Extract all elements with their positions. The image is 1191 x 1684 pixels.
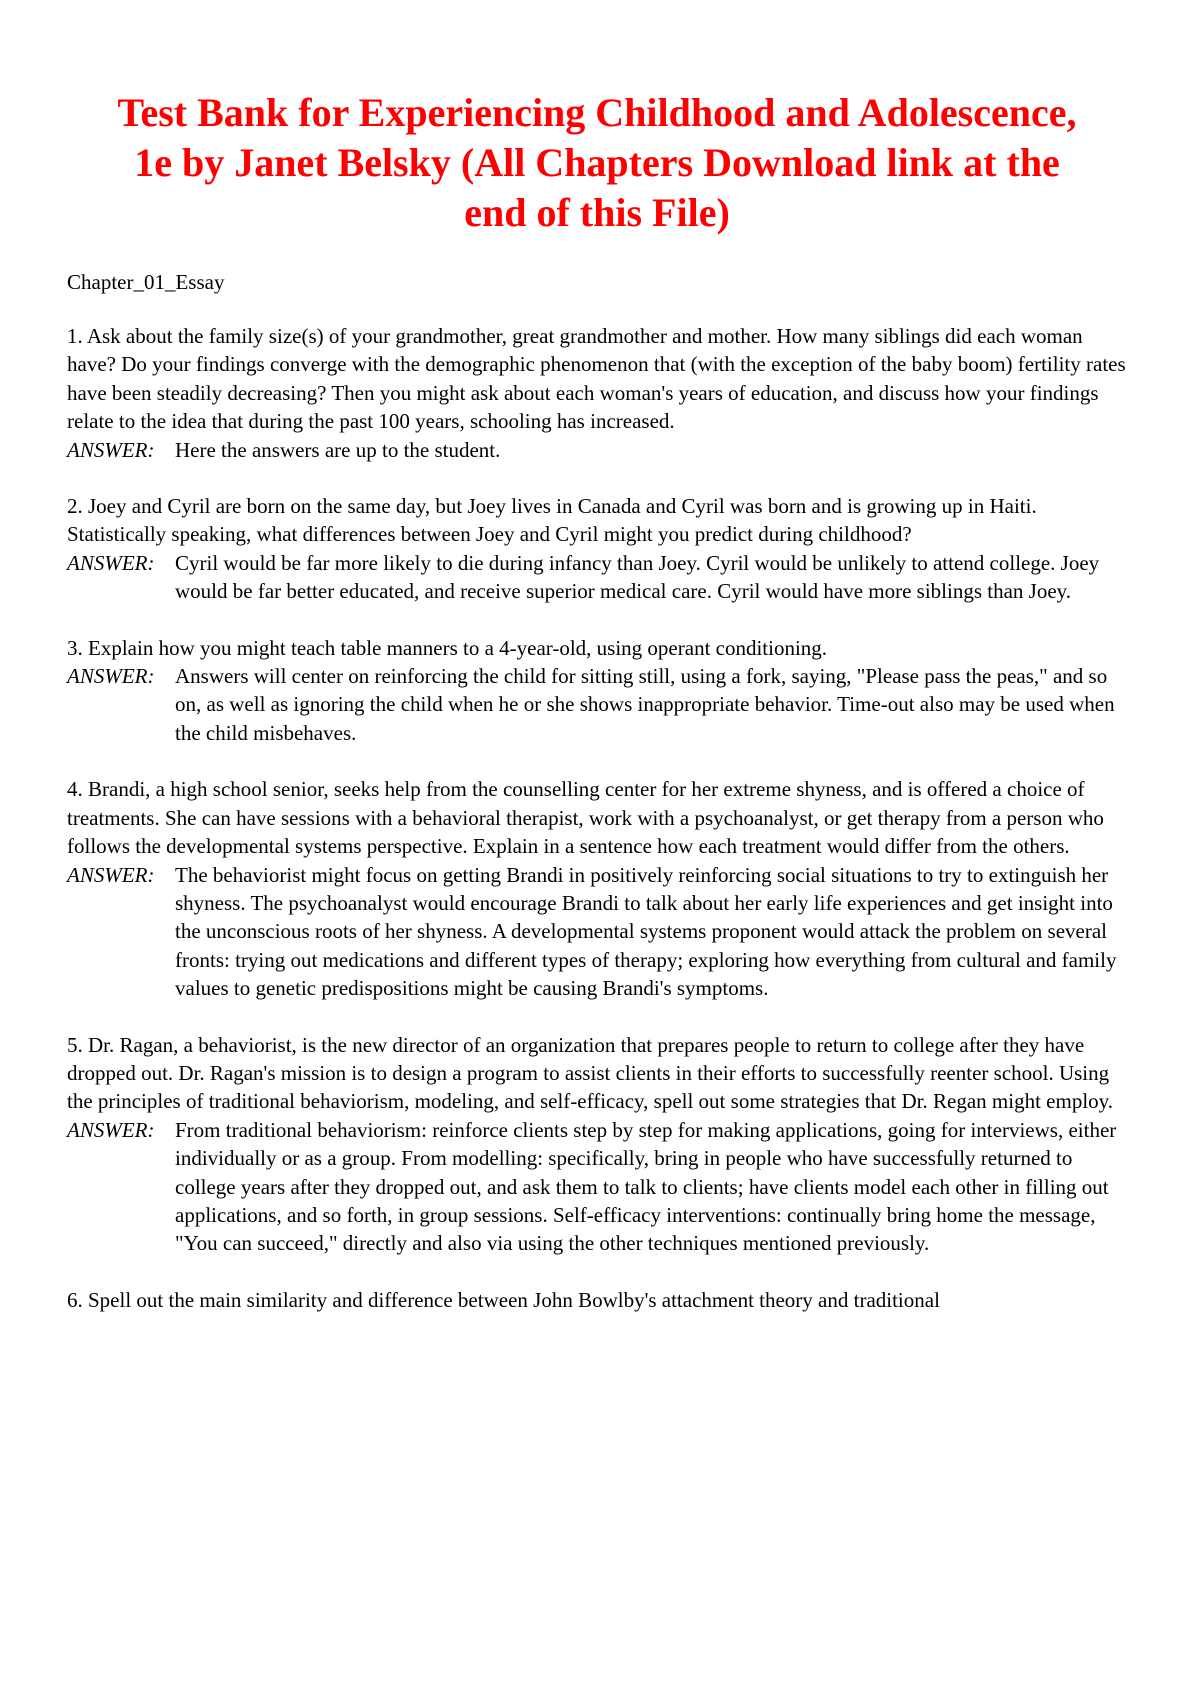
answer-label: ANSWER:: [67, 437, 155, 462]
answer-row: [67, 549, 1127, 606]
question-text: 4. Brandi, a high school senior, seeks help from the counselling center for her extreme shyness, and is offered a choice of treatments. She can have sessions with a behavioral therapist, work with a psychoanalyst, or get therapy from a person who follows the developmental systems perspective. Explain in a sentence how each treatment would differ from the others.: [67, 777, 1104, 859]
question-block-1: [67, 322, 1127, 464]
answer-label: ANSWER:: [67, 550, 155, 575]
answer-text: Here the answers are up to the student.: [175, 437, 501, 462]
chapter-heading: Chapter_01_Essay: [67, 270, 225, 294]
answer-label: ANSWER:: [67, 862, 155, 887]
question-text: 1. Ask about the family size(s) of your grandmother, great grandmother and mother. How many siblings did each woman have? Do your findings converge with the demographic phenomenon that (with the exception of the baby boom) fertility rates have been steadily decreasing? Then you might ask about each woman's years of education, and discuss how your findings relate to the idea that during the past 100 years, schooling has increased.: [67, 324, 1126, 434]
answer-label: ANSWER:: [67, 664, 155, 689]
question-block-6: [67, 1286, 1127, 1314]
question-block-2: [67, 492, 1127, 606]
answer-text: From traditional behaviorism: reinforce clients step by step for making applications, going for interviews, either individually or as a group. From modelling: specifically, bring in people who have successfully returned to college years after they dropped out, and ask them to talk to clients; have clients model each other in filling out applications, and so forth, in group sessions. Self-efficacy interventions: continually bring home the message, "You can succeed," directly and also via using the other techniques mentioned previously.: [175, 1117, 1117, 1256]
document-title: [67, 88, 1127, 238]
answer-row: [67, 662, 1127, 747]
question-block-3: [67, 634, 1127, 748]
document-body: [67, 322, 1127, 1314]
answer-text: The behaviorist might focus on getting Brandi in positively reinforcing social situations to try to extinguish her shyness. The psychoanalyst would encourage Brandi to talk about her early life experiences and get insight into the unconscious roots of her shyness. A developmental systems proponent would attack the problem on several fronts: trying out medications and different types of therapy; exploring how everything from cultural and family values to genetic predispositions might be causing Brandi's symptoms.: [175, 862, 1117, 1001]
question-text: 5. Dr. Ragan, a behaviorist, is the new director of an organization that prepares people to return to college after they have dropped out. Dr. Ragan's mission is to design a program to assist clients in their efforts to successfully reenter school. Using the principles of traditional behaviorism, modeling, and self-efficacy, spell out some strategies that Dr. Regan might employ.: [67, 1032, 1114, 1114]
answer-label: ANSWER:: [67, 1117, 155, 1142]
answer-row: [67, 436, 1127, 464]
question-block-5: [67, 1031, 1127, 1258]
answer-row: [67, 1116, 1127, 1258]
document-title-line-2: 1e by Janet Belsky (All Chapters Download link at the: [134, 140, 1060, 185]
question-text: 2. Joey and Cyril are born on the same day, but Joey lives in Canada and Cyril was born and is growing up in Haiti. Statistically speaking, what differences between Joey and Cyril might you predict during childhood?: [67, 494, 1037, 547]
question-text: 3. Explain how you might teach table manners to a 4-year-old, using operant conditioning.: [67, 635, 828, 660]
document-title-line-3: end of this File): [464, 190, 730, 235]
question-block-4: [67, 775, 1127, 1002]
question-text: 6. Spell out the main similarity and difference between John Bowlby's attachment theory and traditional: [67, 1287, 940, 1312]
answer-text: Answers will center on reinforcing the child for sitting still, using a fork, saying, "Please pass the peas," and so on, as well as ignoring the child when he or she shows inappropriate behavior. Time-out also may be used when the child misbehaves.: [175, 664, 1115, 745]
answer-text: Cyril would be far more likely to die during infancy than Joey. Cyril would be unlikely to attend college. Joey would be far better educated, and receive superior medical care. Cyril would have more siblings than Joey.: [175, 550, 1100, 604]
document-title-line-1: Test Bank for Experiencing Childhood and Adolescence,: [117, 90, 1077, 135]
answer-row: [67, 861, 1127, 1003]
